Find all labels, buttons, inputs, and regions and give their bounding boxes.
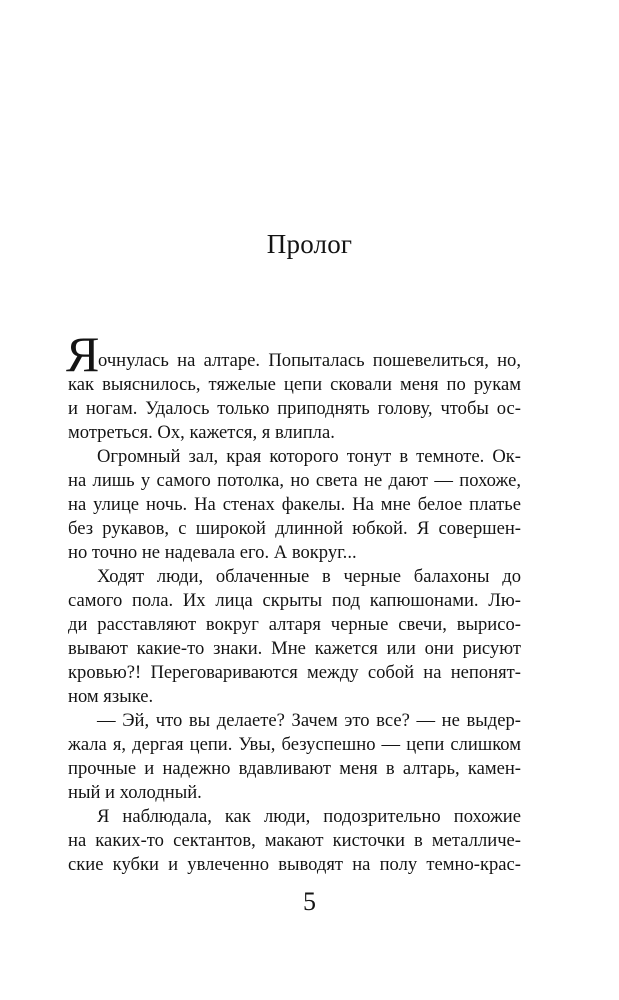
text-line: Ходят люди, облаченные в черные балахоны до bbox=[97, 566, 521, 587]
text-line: Я наблюдала, как люди, подозрительно похожие bbox=[97, 806, 521, 827]
text-line: мотреться. Ох, кажется, я влипла. bbox=[68, 422, 335, 443]
text-line: Огромный зал, края которого тонут в темноте. Ок- bbox=[97, 446, 521, 467]
text-line: самого пола. Их лица скрыты под капюшонами. Лю- bbox=[68, 590, 521, 611]
page-number: 5 bbox=[303, 887, 316, 916]
body-text bbox=[66, 326, 521, 877]
text-line: на каких-то сектантов, макают кисточки в металличе- bbox=[68, 830, 521, 851]
text-line: ный и холодный. bbox=[68, 782, 202, 803]
text-line: вывают какие-то знаки. Мне кажется или они рисуют bbox=[68, 638, 521, 659]
text-line: жала я, дергая цепи. Увы, безуспешно — цепи слишком bbox=[68, 734, 521, 755]
chapter-title: Пролог bbox=[266, 229, 353, 259]
text-line: но точно не надевала его. А вокруг... bbox=[68, 542, 357, 563]
text-line: как выяснилось, тяжелые цепи сковали меня по рукам bbox=[68, 374, 521, 395]
text-line bbox=[66, 326, 521, 382]
text-line: на улице ночь. На стенах факелы. На мне белое платье bbox=[68, 494, 521, 515]
text-line: — Эй, что вы делаете? Зачем это все? — не выдер- bbox=[97, 710, 521, 731]
text-line: ди расставляют вокруг алтаря черные свечи, вырисо- bbox=[68, 614, 521, 635]
text-line: ном языке. bbox=[68, 686, 154, 707]
text-line-content: очнулась на алтаре. Попыталась пошевелиться, но, bbox=[98, 350, 521, 371]
text-line: прочные и надежно вдавливают меня в алтарь, камен- bbox=[68, 758, 521, 779]
text-line: и ногам. Удалось только приподнять голову, чтобы ос- bbox=[68, 398, 521, 419]
text-line: ские кубки и увлеченно выводят на полу темно-крас- bbox=[68, 854, 521, 875]
text-line: без рукавов, с широкой длинной юбкой. Я совершен- bbox=[68, 518, 521, 539]
text-line: на лишь у самого потолка, но света не дают — похоже, bbox=[68, 470, 521, 491]
text-line: кровью?! Переговариваются между собой на непонят- bbox=[68, 662, 521, 683]
drop-cap: Я bbox=[66, 326, 100, 382]
